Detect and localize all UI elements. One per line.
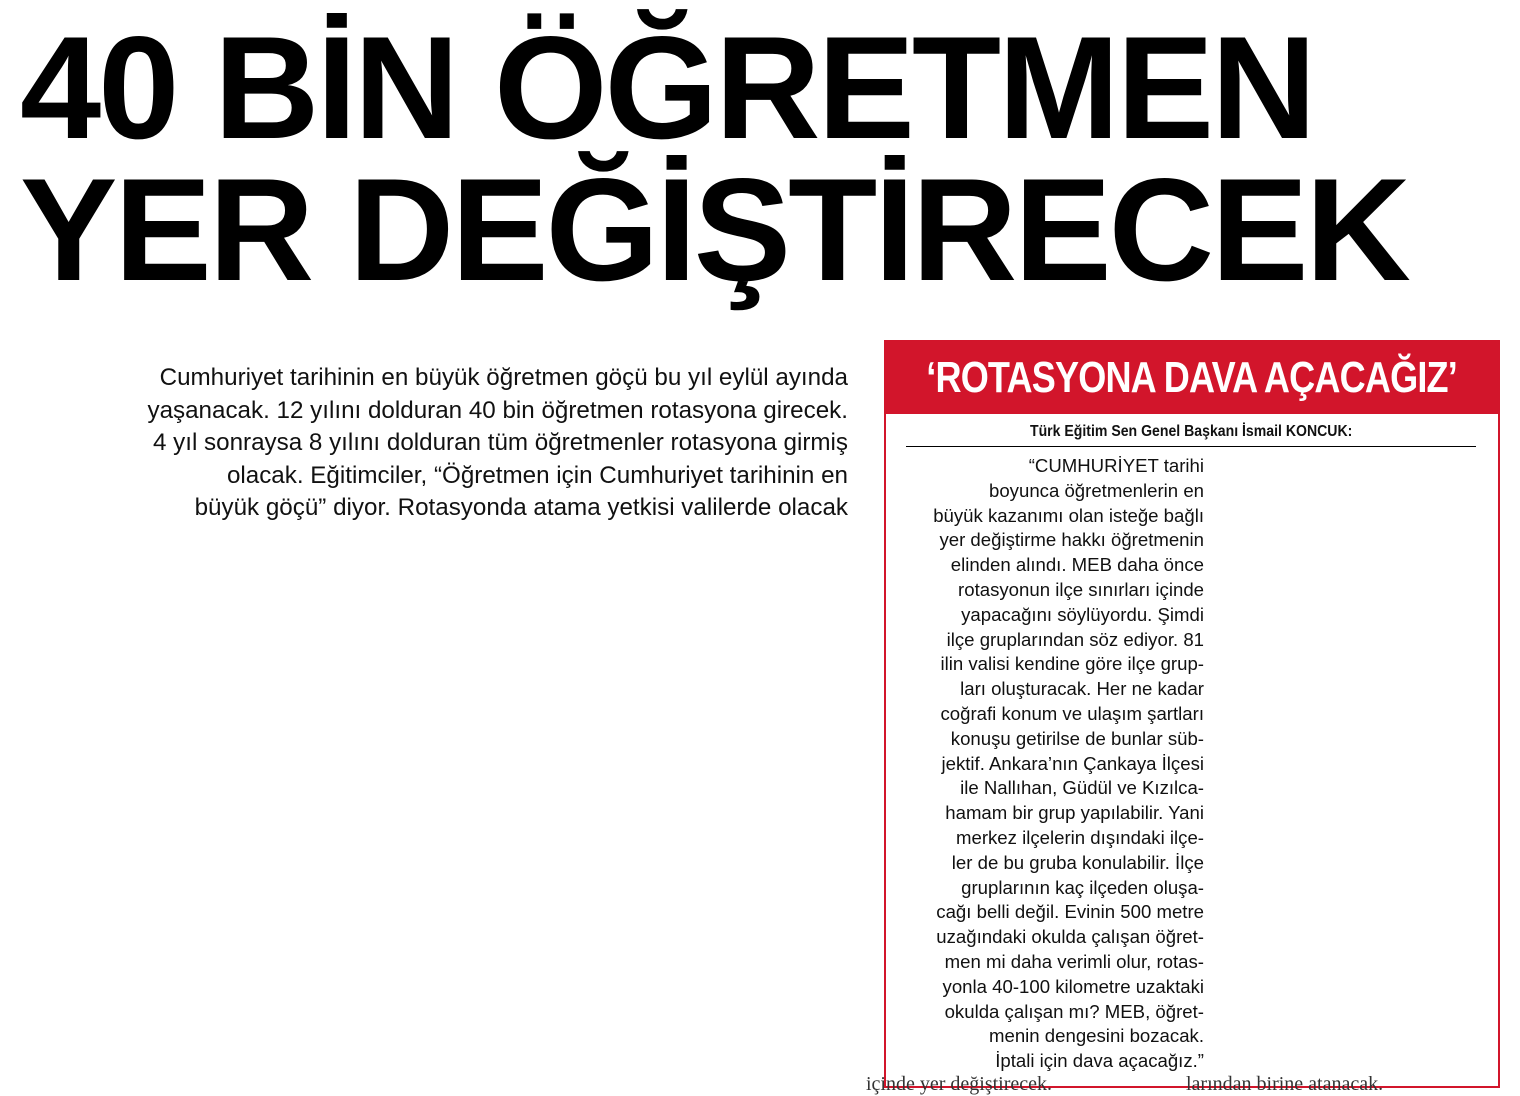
lede-line: büyük göçü” diyor. Rotasyonda atama yetkisi valilerde olacak (194, 494, 848, 521)
quote-line: uzağındaki okulda çalışan öğret- (936, 926, 1204, 948)
headline-line-2: YER DEĞİŞTİRECEK (20, 148, 1408, 311)
sidebar-quote (892, 454, 1204, 1074)
lede-line: Cumhuriyet tarihinin en büyük öğretmen göçü bu yıl eylül ayında (159, 364, 848, 391)
quote-line: gruplarının kaç ilçeden oluşa- (961, 876, 1204, 898)
quote-line: rotasyonun ilçe sınırları içinde (958, 578, 1204, 600)
cut-off-text-right: larından birine atanacak. (1186, 1073, 1384, 1095)
quote-line: ları oluşturacak. Her ne kadar (960, 678, 1204, 700)
quote-line: elinden alındı. MEB daha önce (950, 554, 1204, 576)
headline-line-1: 40 BİN ÖĞRETMEN (20, 6, 1314, 169)
cut-off-text-left: içinde yer değiştirecek. (866, 1073, 1053, 1095)
sidebar-title: ‘ROTASYONA DAVA AÇACAĞIZ’ (926, 353, 1458, 402)
quote-line: yonla 40-100 kilometre uzaktaki (942, 975, 1204, 997)
sidebar-title-banner (886, 342, 1498, 414)
quote-line: ile Nallıhan, Güdül ve Kızılca- (960, 777, 1204, 799)
quote-line: jektif. Ankara’nın Çankaya İlçesi (941, 752, 1204, 774)
quote-line: ler de bu gruba konulabilir. İlçe (951, 851, 1204, 873)
quote-line: ilçe gruplarından söz ediyor. 81 (946, 628, 1204, 650)
quote-line: İptali için dava açacağız.” (995, 1050, 1204, 1072)
lede-paragraph (18, 362, 848, 525)
quote-line: cağı belli değil. Evinin 500 metre (936, 901, 1204, 923)
quote-line: konuşu getirilse de bunlar süb- (950, 727, 1204, 749)
quote-line: yapacağını söylüyordu. Şimdi (961, 603, 1204, 625)
quote-line: hamam bir grup yapılabilir. Yani (945, 802, 1204, 824)
quote-line: okulda çalışan mı? MEB, öğret- (944, 1000, 1204, 1022)
lede-line: yaşanacak. 12 yılını dolduran 40 bin öğretmen rotasyona girecek. (147, 396, 848, 424)
quote-line: menin dengesini bozacak. (989, 1025, 1204, 1047)
quote-line: men mi daha verimli olur, rotas- (944, 950, 1204, 972)
quote-line: merkez ilçelerin dışındaki ilçe- (955, 826, 1204, 848)
quote-line: büyük kazanımı olan isteğe bağlı (933, 504, 1204, 526)
lede-line: olacak. Eğitimciler, “Öğretmen için Cumhuriyet tarihinin en (226, 461, 848, 489)
headline (20, 6, 1500, 311)
byline-text: Türk Eğitim Sen Genel Başkanı İsmail KONCUK: (1029, 423, 1353, 440)
quote-line: “CUMHURİYET tarihi (1028, 455, 1204, 476)
quote-line: ilin valisi kendine göre ilçe grup- (940, 653, 1204, 675)
quote-line: coğrafi konum ve ulaşım şartları (940, 702, 1204, 724)
sidebar-box (884, 340, 1500, 1088)
sidebar-byline (906, 422, 1476, 447)
quote-line: boyunca öğretmenlerin en (989, 479, 1204, 501)
lede-line: 4 yıl sonraysa 8 yılını dolduran tüm öğretmenler rotasyona girmiş (152, 429, 848, 456)
quote-line: yer değiştirme hakkı öğretmenin (939, 529, 1204, 551)
